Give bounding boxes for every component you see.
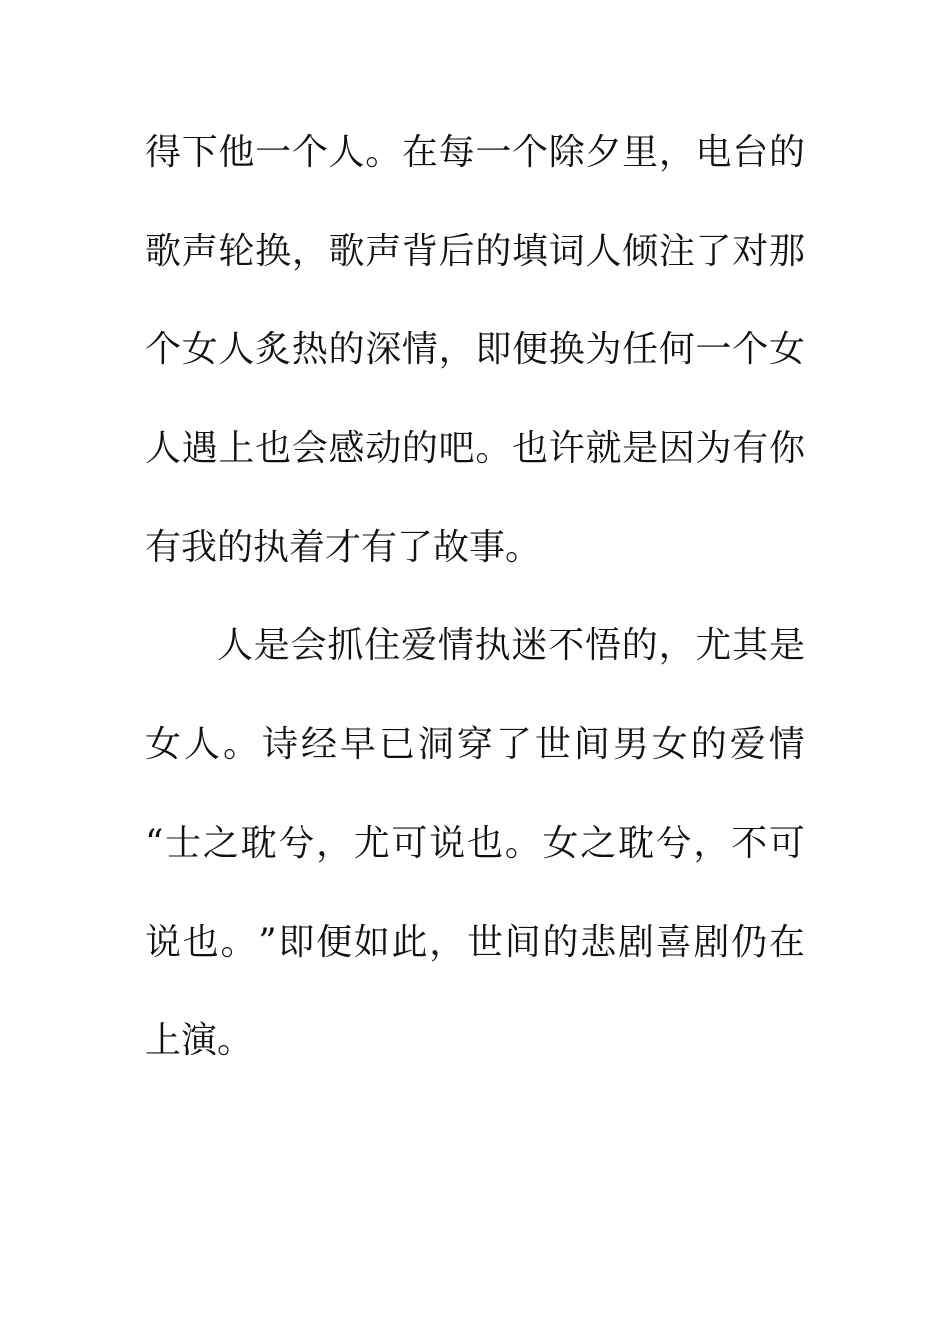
glyph: 女	[542, 822, 579, 864]
glyph: 喜	[655, 921, 692, 963]
glyph: 也	[255, 428, 292, 470]
glyph: 是	[253, 625, 290, 667]
glyph: 的	[475, 230, 512, 272]
glyph: 轮	[218, 230, 255, 272]
glyph: 歌	[145, 230, 182, 272]
glyph: 热	[291, 329, 328, 371]
glyph: 何	[658, 329, 695, 371]
glyph: 不	[548, 625, 585, 667]
glyph: ，	[658, 625, 695, 667]
glyph: 换	[548, 329, 585, 371]
glyph: 也	[512, 428, 549, 470]
glyph: 个	[732, 329, 769, 371]
glyph: 上	[218, 428, 255, 470]
glyph: 尤	[695, 625, 732, 667]
glyph: 早	[339, 724, 376, 766]
glyph: 许	[548, 428, 585, 470]
glyph: 女	[651, 724, 688, 766]
glyph: ，	[429, 921, 466, 963]
text-line	[145, 811, 805, 910]
glyph: 下	[181, 132, 218, 173]
glyph: 个	[512, 132, 549, 173]
glyph: 此	[391, 921, 428, 963]
glyph: 穿	[456, 724, 493, 766]
glyph: 除	[548, 132, 585, 173]
glyph: 也	[467, 822, 504, 864]
glyph: 。	[504, 822, 541, 864]
glyph: 男	[612, 724, 649, 766]
glyph: 是	[622, 428, 659, 470]
glyph: 就	[585, 428, 622, 470]
glyph: 那	[768, 230, 805, 272]
body-text	[145, 120, 805, 1107]
glyph: 说	[145, 921, 182, 963]
glyph: 仍	[731, 921, 768, 963]
glyph: 人	[217, 625, 254, 667]
glyph: 也	[182, 921, 219, 963]
text-line	[145, 712, 805, 811]
glyph: 的	[690, 724, 727, 766]
glyph: ，	[316, 822, 353, 864]
glyph: 已	[378, 724, 415, 766]
glyph: ，	[693, 822, 730, 864]
glyph: 可	[768, 822, 805, 864]
glyph: 抓	[327, 625, 364, 667]
glyph: 剧	[617, 921, 654, 963]
glyph: 为	[695, 428, 732, 470]
text-line	[145, 416, 805, 515]
glyph: 吧	[438, 428, 475, 470]
glyph: 会	[290, 625, 327, 667]
glyph: 不	[731, 822, 768, 864]
glyph: 人	[183, 724, 220, 766]
glyph: 动	[365, 428, 402, 470]
glyph: 任	[622, 329, 659, 371]
glyph: 填	[512, 230, 549, 272]
glyph: 为	[585, 329, 622, 371]
glyph: 对	[732, 230, 769, 272]
glyph: 爱	[400, 625, 437, 667]
glyph: 女	[145, 724, 182, 766]
glyph: 背	[401, 230, 438, 272]
glyph: 个	[145, 329, 182, 371]
glyph: 有	[732, 428, 769, 470]
glyph: 便	[316, 921, 353, 963]
glyph: 是	[768, 625, 805, 667]
glyph: 夕	[585, 132, 622, 173]
glyph: 。	[222, 724, 259, 766]
text-line: 上演。	[145, 1020, 254, 1062]
glyph: 因	[658, 428, 695, 470]
text-line	[145, 219, 805, 318]
text-line	[145, 910, 805, 1009]
glyph: 感	[328, 428, 365, 470]
glyph: 声	[181, 230, 218, 272]
glyph: 女	[181, 329, 218, 371]
glyph: 兮	[278, 822, 315, 864]
glyph: 人	[328, 132, 365, 173]
glyph: ，	[291, 230, 328, 272]
glyph: 台	[732, 132, 769, 173]
glyph: 声	[365, 230, 402, 272]
glyph: 尤	[353, 822, 390, 864]
glyph: 兮	[655, 822, 692, 864]
glyph: 炙	[255, 329, 292, 371]
glyph: 说	[429, 822, 466, 864]
glyph: 你	[768, 428, 805, 470]
glyph: 后	[438, 230, 475, 272]
glyph: 了	[495, 724, 532, 766]
glyph: 一	[695, 329, 732, 371]
glyph: 悟	[584, 625, 621, 667]
glyph: 。	[365, 132, 402, 173]
glyph: 歌	[328, 230, 365, 272]
glyph: 世	[467, 921, 504, 963]
glyph: 情	[437, 625, 474, 667]
glyph: 电	[695, 132, 732, 173]
glyph: 词	[548, 230, 585, 272]
glyph: 间	[504, 921, 541, 963]
glyph: 人	[585, 230, 622, 272]
glyph: 经	[300, 724, 337, 766]
text-line-indented	[145, 613, 805, 712]
glyph: 耽	[240, 822, 277, 864]
glyph: 的	[328, 329, 365, 371]
glyph: 注	[658, 230, 695, 272]
glyph: 里	[622, 132, 659, 173]
glyph: 在	[401, 132, 438, 173]
glyph: 洞	[417, 724, 454, 766]
glyph: 每	[438, 132, 475, 173]
glyph: 之	[580, 822, 617, 864]
glyph: 人	[145, 428, 182, 470]
glyph: 爱	[729, 724, 766, 766]
glyph: 其	[732, 625, 769, 667]
glyph: 可	[391, 822, 428, 864]
glyph: 女	[768, 329, 805, 371]
glyph: 即	[278, 921, 315, 963]
glyph: 情	[768, 724, 805, 766]
glyph: 迷	[511, 625, 548, 667]
glyph: 住	[364, 625, 401, 667]
glyph: 的	[768, 132, 805, 173]
glyph: 一	[255, 132, 292, 173]
glyph: 人	[218, 329, 255, 371]
glyph: 之	[202, 822, 239, 864]
glyph: 的	[542, 921, 579, 963]
glyph: “	[145, 822, 164, 864]
glyph: 他	[218, 132, 255, 173]
glyph: 间	[573, 724, 610, 766]
glyph: 深	[365, 329, 402, 371]
glyph: 遇	[181, 428, 218, 470]
glyph: 情	[401, 329, 438, 371]
glyph: 即	[475, 329, 512, 371]
glyph: 一	[475, 132, 512, 173]
glyph: 士	[165, 822, 202, 864]
glyph: ，	[438, 329, 475, 371]
glyph: 了	[695, 230, 732, 272]
glyph: 如	[353, 921, 390, 963]
glyph: ，	[658, 132, 695, 173]
glyph: 世	[534, 724, 571, 766]
glyph: 悲	[580, 921, 617, 963]
text-line	[145, 120, 805, 219]
glyph: 换	[255, 230, 292, 272]
text-line	[145, 317, 805, 416]
glyph: 的	[401, 428, 438, 470]
glyph: 执	[474, 625, 511, 667]
glyph: 耽	[617, 822, 654, 864]
glyph: 。	[475, 428, 512, 470]
glyph: 个	[291, 132, 328, 173]
glyph: 倾	[622, 230, 659, 272]
glyph: 会	[291, 428, 328, 470]
glyph: 的	[621, 625, 658, 667]
glyph: 。	[220, 921, 257, 963]
glyph: 诗	[261, 724, 298, 766]
glyph: 剧	[693, 921, 730, 963]
text-line: 有我的执着才有了故事。	[145, 526, 542, 568]
glyph: 得	[145, 132, 182, 173]
glyph: 便	[512, 329, 549, 371]
glyph: 在	[768, 921, 805, 963]
glyph: ”	[258, 921, 277, 963]
